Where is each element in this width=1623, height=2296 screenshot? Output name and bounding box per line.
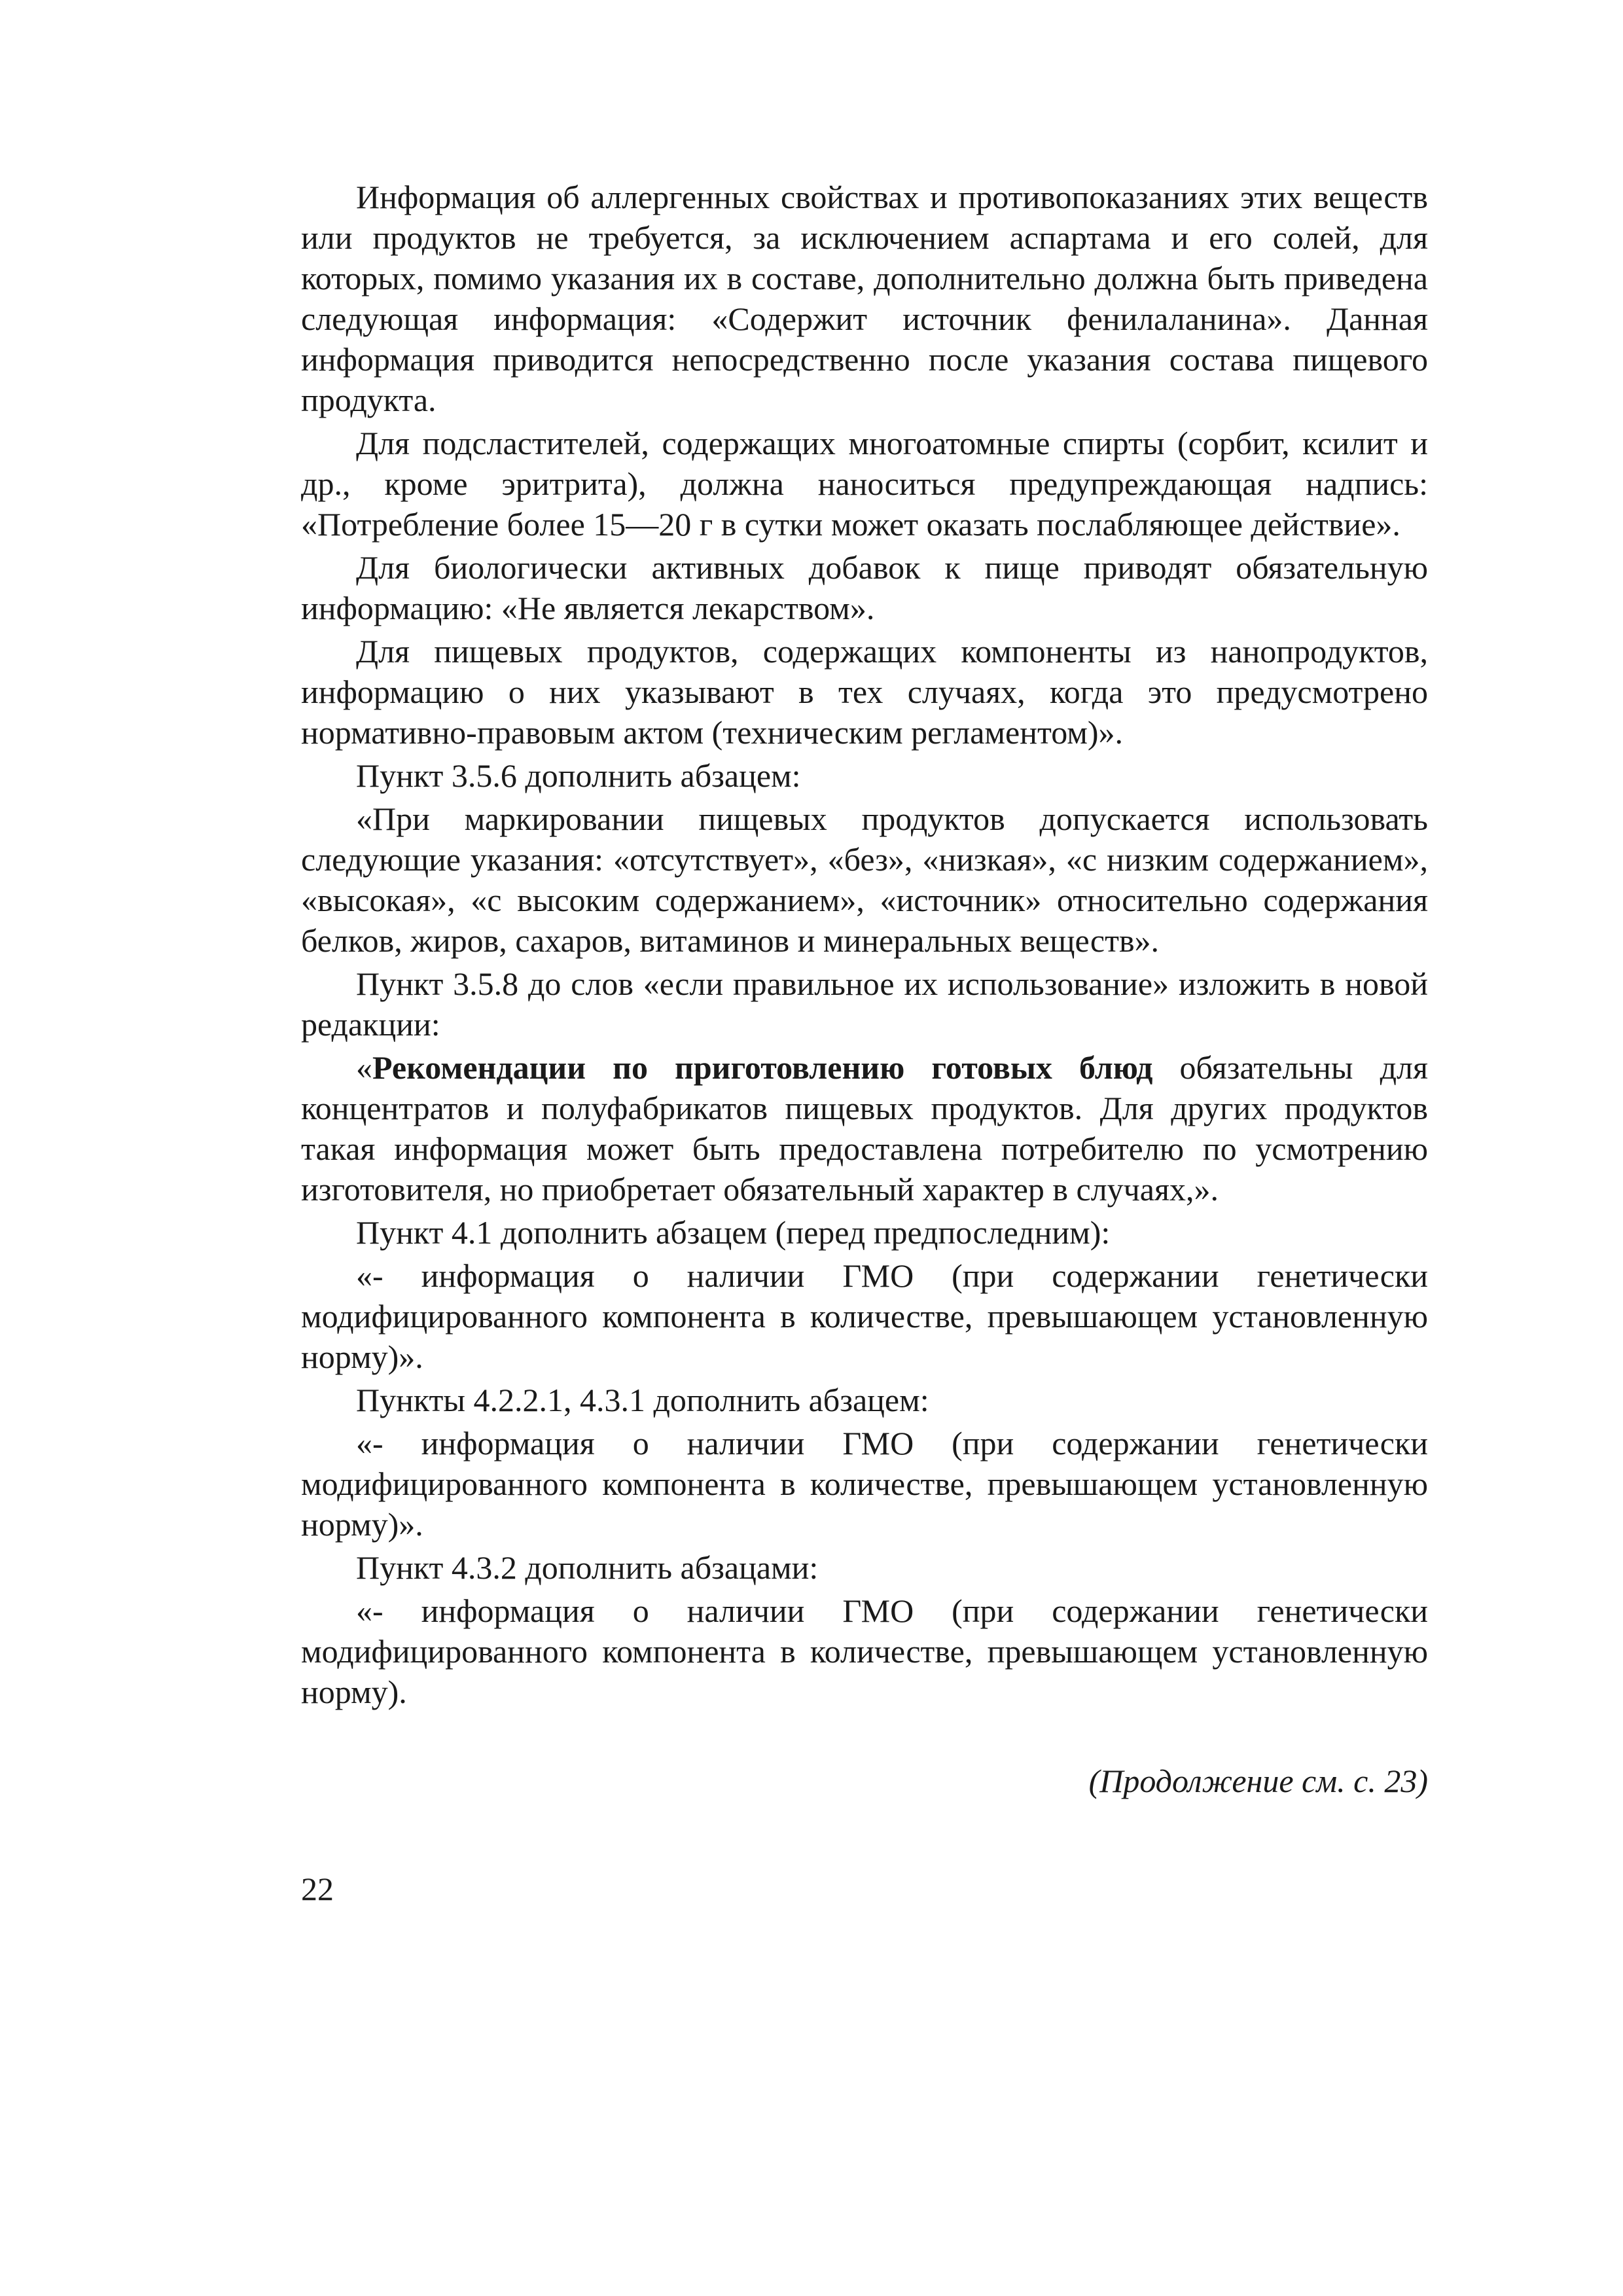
- paragraph-gmo-info-1: «- информация о наличии ГМО (при содержании генетически модифицированного компонента в количестве, превышающем установленную норму)».: [301, 1257, 1428, 1375]
- body-text: [301, 177, 1428, 1715]
- paragraph-clause-4-3-2: Пункт 4.3.2 дополнить абзацами:: [356, 1549, 819, 1586]
- paragraph-gmo-info-2: «- информация о наличии ГМО (при содержании генетически модифицированного компонента в количестве, превышающем установленную норму)».: [301, 1425, 1428, 1543]
- paragraph-rest: обязательны для концентратов и полуфабрикатов пищевых продуктов. Для других продуктов такая информация может быть предоставлена потребителю по усмотрению изготовителя, но приобретает обязательный характер в случаях,».: [301, 1049, 1428, 1208]
- paragraph-nanoproducts: Для пищевых продуктов, содержащих компоненты из нанопродуктов, информацию о них указывают в тех случаях, когда это предусмотрено нормативно-правовым актом (техническим регламентом)».: [301, 633, 1428, 751]
- paragraph-clause-3-5-8: Пункт 3.5.8 до слов «если правильное их использование» изложить в новой редакции:: [301, 965, 1428, 1043]
- page-number: 22: [301, 1871, 334, 1907]
- paragraph-sweeteners: Для подсластителей, содержащих многоатомные спирты (сорбит, ксилит и др., кроме эритрита), должна наноситься предупреждающая надпись: «Потребление более 15—20 г в сутки может оказать послабляющее действие».: [301, 425, 1428, 543]
- continuation-note: (Продолжение см. с. 23): [1088, 1763, 1428, 1799]
- paragraph-cooking-recommendations: [301, 1047, 1428, 1210]
- paragraph-clause-4-1: Пункт 4.1 дополнить абзацем (перед предпоследним):: [356, 1214, 1111, 1251]
- bold-term: Рекомендации по приготовлению готовых блюд: [372, 1049, 1153, 1086]
- paragraph-dietary-supplements: Для биологически активных добавок к пище приводят обязательную информацию: «Не является лекарством».: [301, 549, 1428, 626]
- quote-open: «: [356, 1049, 372, 1086]
- paragraph-marking-indications: «При маркировании пищевых продуктов допускается использовать следующие указания: «отсутствует», «без», «низкая», «с низким содержанием», «высокая», «с высоким содержанием», «источник» относительно содержания белков, жиров, сахаров, витаминов и минеральных веществ».: [301, 800, 1428, 959]
- paragraph-clauses-4-2-2-1: Пункты 4.2.2.1, 4.3.1 дополнить абзацем:: [356, 1382, 929, 1418]
- paragraph-allergen-info: Информация об аллергенных свойствах и противопоказаниях этих веществ или продуктов не требуется, за исключением аспартама и его солей, для которых, помимо указания их в составе, дополнительно должна быть приведена следующая информация: «Содержит источник фенилаланина». Данная информация приводится непосредственно после указания состава пищевого продукта.: [301, 179, 1428, 418]
- paragraph-clause-3-5-6: Пункт 3.5.6 дополнить абзацем:: [356, 757, 801, 794]
- paragraph-gmo-info-3: «- информация о наличии ГМО (при содержании генетически модифицированного компонента в количестве, превышающем установленную норму).: [301, 1592, 1428, 1710]
